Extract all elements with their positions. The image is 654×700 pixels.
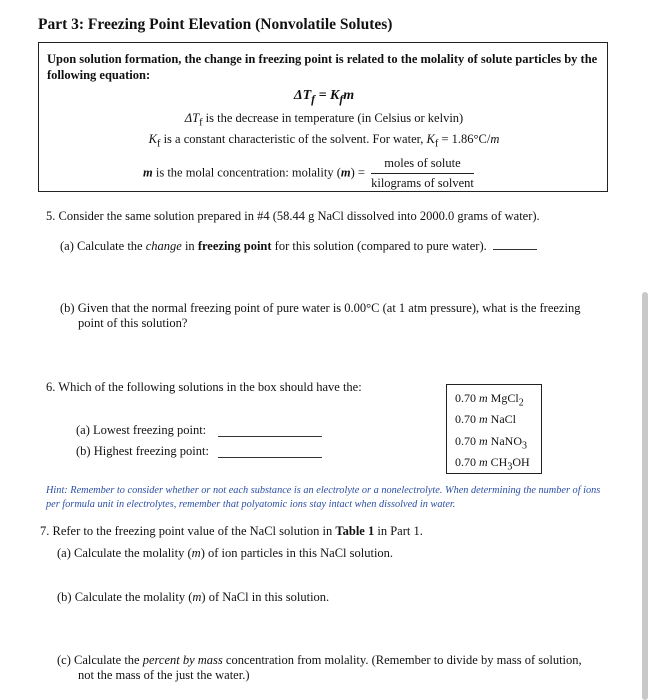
question-7: 7. Refer to the freezing point value of the NaCl solution in Table 1 in Part 1. (40, 524, 423, 538)
eq-sub-f2: f (339, 92, 344, 106)
q5a-change: change (145, 239, 182, 253)
eq-delta-t: ΔT (293, 88, 312, 103)
kf-text: is a constant characteristic of the solvent. For water, (160, 132, 427, 146)
delta-t-sub: f (199, 117, 203, 129)
eq-m: m (343, 88, 355, 103)
freezing-point-equation (39, 88, 609, 106)
molality-definition (143, 156, 474, 191)
question-6a (76, 423, 206, 438)
question-5a (60, 237, 537, 254)
question-5: 5. Consider the same solution prepared in #4 (58.44 g NaCl dissolved into 2000.0 grams of water). (46, 209, 540, 223)
page-title: Part 3: Freezing Point Elevation (Nonvolatile Solutes) (38, 16, 393, 33)
q6a-answer-blank[interactable] (218, 424, 322, 437)
solution-nacl: 0.70 m NaCl (455, 412, 517, 426)
fraction-numerator: moles of solute (371, 156, 474, 174)
solution-ch3oh: 0.70 m $CH_3OH$ (455, 455, 530, 473)
delta-t-text: is the decrease in temperature (in Celsius or kelvin) (202, 111, 464, 125)
m-paren-symbol: m (340, 165, 351, 180)
kf-sub: f (156, 138, 161, 150)
q6b-label: (b) Highest freezing point: (76, 444, 209, 458)
kf-symbol: K (148, 132, 157, 146)
fraction-denominator: kilograms of solvent (371, 176, 474, 190)
m-text: is the molal concentration: molality ( (152, 165, 341, 180)
q5a-in: in (181, 239, 198, 253)
equation-box (38, 42, 608, 192)
vertical-scrollbar[interactable] (642, 292, 648, 700)
q5a-prefix: (a) Calculate the (60, 239, 146, 253)
kf-value-unit: m (490, 132, 500, 146)
q5a-answer-blank[interactable] (493, 237, 537, 250)
question-7b: (b) Calculate the molality (m) of NaCl in this solution. (57, 590, 330, 604)
question-5b-line1: (b) Given that the normal freezing point of pure water is 0.00°C (at 1 atm pressure), what is the freezing (60, 301, 581, 315)
solution-mgcl2: 0.70 m MgCl$_2$ (455, 391, 524, 409)
eq-sub-f: f (311, 92, 316, 106)
eq-equals-k: = K (315, 88, 340, 103)
equation-intro: Upon solution formation, the change in freezing point is related to the molality of solute particles by the following equation: (47, 52, 598, 82)
question-7c-line2: not the mass of the just the water.) (78, 668, 250, 682)
m-text-end: ) = (350, 165, 369, 180)
kf-value-sub: f (434, 138, 439, 150)
m-symbol: m (143, 165, 153, 180)
question-7c-line1: (c) Calculate the percent by mass concentration from molality. (Remember to divide by mass of solution, (57, 653, 582, 667)
q6b-answer-blank[interactable] (218, 445, 322, 458)
q5a-suffix: for this solution (compared to pure water). (271, 239, 487, 253)
q6a-label: (a) Lowest freezing point: (76, 423, 207, 437)
hint-text: Hint: Remember to consider whether or not each substance is an electrolyte or a nonelectrolyte. When determining the number of ions per formula unit in electrolytes, remember that polyatomic ions stay intact when dissolved in water. (46, 485, 601, 510)
delta-t-definition (39, 111, 609, 129)
molality-fraction (371, 156, 474, 191)
kf-value: = 1.86°C/ (438, 132, 491, 146)
question-6b (76, 444, 209, 459)
kf-definition (39, 132, 609, 150)
q5a-freezing-point: freezing point (197, 239, 272, 253)
question-6: 6. Which of the following solutions in the box should have the: (46, 380, 362, 394)
question-5b-line2: point of this solution? (78, 316, 188, 330)
table-1-ref: Table 1 (335, 524, 375, 538)
kf-value-symbol: K (426, 132, 435, 146)
question-7a: (a) Calculate the molality (m) of ion particles in this NaCl solution. (57, 546, 394, 560)
percent-by-mass: percent by mass (142, 653, 223, 667)
solutions-box (446, 384, 542, 474)
solution-nano3: 0.70 m NaNO$_3$ (455, 434, 527, 452)
delta-t-symbol: ΔT (184, 111, 200, 125)
